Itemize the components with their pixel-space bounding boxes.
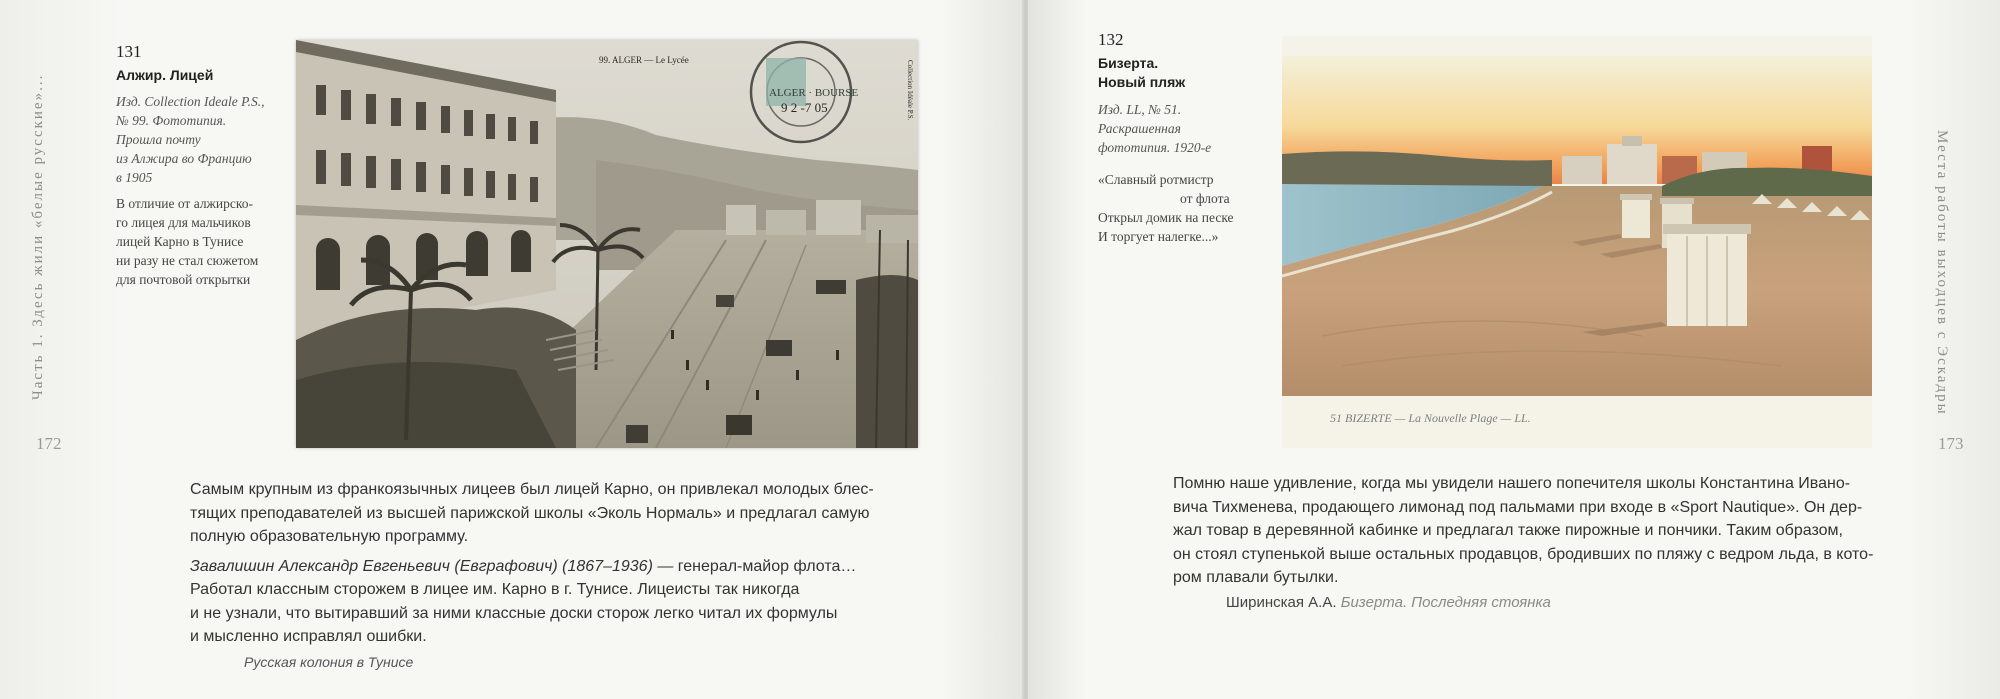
body-text-left (190, 478, 910, 655)
caption-meta-line: Раскрашенная (1098, 121, 1181, 136)
postcard-side-text: Collection Idéale P.S. (906, 60, 914, 121)
text-line: полную образовательную программу. (190, 528, 469, 545)
caption-meta-132 (1098, 100, 1211, 157)
source-shirinskaya (1226, 594, 1551, 611)
running-head-right: Места работы выходцев с Эскадры (1934, 130, 1950, 416)
text-line: тящих преподавателей из высшей парижской школы «Эколь Нормаль» и предлагал самую (190, 504, 870, 522)
paragraph-tikhmenev (1173, 472, 1933, 590)
running-head-left: Часть 1. Здесь жили «белые русские»... (30, 73, 46, 400)
source-title: Бизерта. Последняя стоянка (1340, 594, 1551, 611)
caption-meta-line: Изд. LL, № 51. (1098, 102, 1182, 117)
text-line: жал товар в деревянной кабинке и предлагал также пирожные и пончики. Таким образом, (1173, 522, 1843, 539)
caption-meta-line: № 99. Фототипия. (116, 113, 227, 128)
text-line: и не узнали, что вытиравший за ними классные доски сторож легко читал их формулы (190, 604, 838, 622)
caption-note-line: Открыл домик на песке (1098, 210, 1234, 225)
text-line: Помню наше удивление, когда мы увидели нашего попечителя школы Константина Ивано- (1173, 475, 1851, 492)
caption-note-131 (116, 194, 258, 289)
text-line: Самым крупным из франкоязычных лицеев был лицей Карно, он привлекал молодых блес- (190, 481, 874, 498)
page-number-right: 173 (1938, 434, 1964, 453)
text-line: и мысленно исправлял ошибки. (190, 628, 427, 645)
quote-author: Завалишин Александр Евгеньевич (Евграфович) (1867–1936) (190, 557, 653, 575)
body-text-right (1173, 472, 1933, 596)
caption-meta-line: фототипия. 1920-е (1098, 140, 1212, 155)
caption-number-132: 132 (1098, 30, 1124, 49)
caption-meta-line: Изд. Collection Ideale P.S., (116, 94, 265, 109)
postcard-bizerte-beach (1282, 36, 1872, 448)
caption-note-line: В отличие от алжирско- (116, 196, 253, 211)
page-number-left: 172 (36, 434, 62, 453)
postcard-printed-caption-right: 51 BIZERTE — La Nouvelle Plage — LL. (1330, 411, 1531, 425)
source-russian-colony: Русская колония в Тунисе (244, 654, 414, 670)
paragraph-lycee-carnot (190, 478, 910, 549)
caption-note-line: «Славный ротмистр (1098, 172, 1214, 187)
text-line: Работал классным сторожем в лицее им. Карно в г. Тунисе. Лицеисты так никогда (190, 581, 800, 598)
caption-meta-line: из Алжира во Францию (116, 151, 252, 166)
postcard-algiers-illustration (296, 40, 918, 448)
caption-title-132 (1098, 54, 1185, 92)
caption-number-131: 131 (116, 42, 142, 61)
postmark-text: ALGER · BOURSE (769, 87, 859, 99)
caption-title-131: Алжир. Лицей (116, 67, 214, 83)
text-line: ром плавали бутылки. (1173, 569, 1339, 586)
caption-meta-line: Прошла почту (116, 132, 201, 147)
caption-title-line: Бизерта. (1098, 55, 1159, 71)
text-line: вича Тихменева, продающего лимонад под пальмами при входе в «Sport Nautique». Он дер- (1173, 498, 1863, 516)
caption-note-line: для почтовой открытки (116, 272, 251, 287)
caption-note-line: И торгует налегке...» (1098, 229, 1219, 244)
right-page (1028, 0, 2000, 699)
caption-title-line: Новый пляж (1098, 74, 1186, 90)
caption-note-line: от флота (1180, 191, 1230, 206)
paragraph-zavalishin (190, 555, 910, 649)
caption-meta-131 (116, 92, 265, 187)
postcard-algiers-lycee (296, 40, 918, 448)
postcard-bizerte-illustration (1282, 36, 1872, 448)
text-line: он стоял ступенькой выше остальных продавцов, бродивших по пляжу с ведром льда, в кото- (1173, 545, 1874, 563)
text-line: — генерал-майор флота… (652, 557, 857, 575)
source-author: Ширинская А.А. (1226, 594, 1337, 611)
postmark-date: 9 2 -7 05 (781, 100, 828, 115)
caption-note-line: го лицея для мальчиков (116, 215, 251, 230)
postcard-printed-caption-left: 99. ALGER — Le Lycée (599, 55, 689, 65)
caption-note-132 (1098, 170, 1234, 246)
caption-note-line: ни разу не стал сюжетом (116, 253, 259, 268)
caption-meta-line: в 1905 (116, 170, 153, 185)
caption-note-line: лицей Карно в Тунисе (116, 234, 244, 249)
